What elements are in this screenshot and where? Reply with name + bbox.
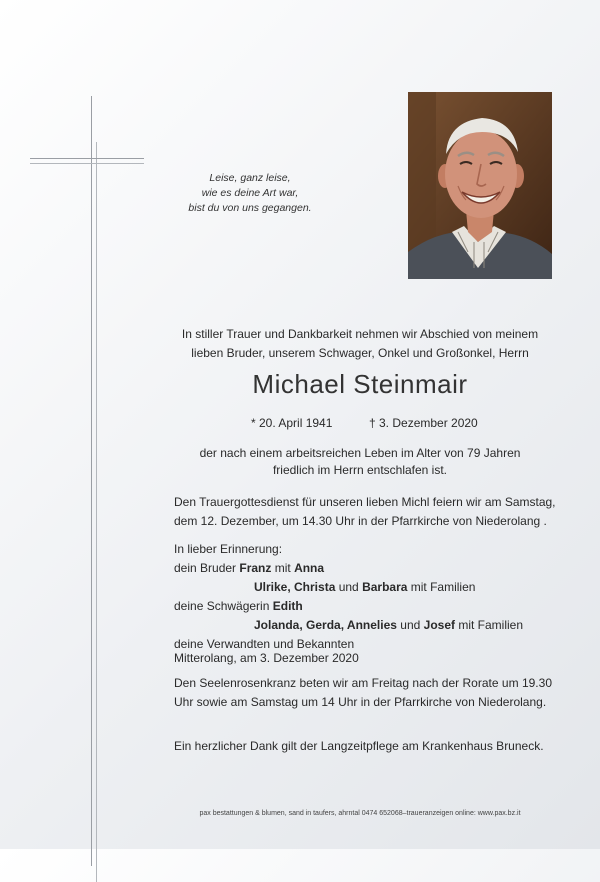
funeral-service-text xyxy=(174,493,560,531)
cross-vertical-line xyxy=(91,96,92,866)
passing-line: friedlich im Herrn entschlafen ist. xyxy=(272,463,448,477)
memory-text: mit Familien xyxy=(455,618,524,632)
cross-horizontal-line-offset xyxy=(30,163,144,164)
memory-line-relatives: deine Verwandten und Bekannten xyxy=(174,637,355,651)
service-line: dem 12. Dezember, um 14.30 Uhr in der Pfarrkirche von Niederolang . xyxy=(174,514,547,528)
rosary-text: Den Seelenrosenkranz beten wir am Freitag nach der Rorate um 19.30 Uhr sowie am Samstag um 14 Uhr in der Pfarrkirche von Niederolang. xyxy=(174,676,552,709)
portrait-image xyxy=(408,92,552,279)
cross-horizontal-line xyxy=(30,158,144,159)
thanks-text: Ein herzlicher Dank gilt der Langzeitpflege am Krankenhaus Bruneck. xyxy=(174,739,544,753)
death-date: † 3. Dezember 2020 xyxy=(369,416,478,430)
intro-line: lieben Bruder, unserem Schwager, Onkel und Großonkel, Herrn xyxy=(191,346,529,360)
passing-line: der nach einem arbeitsreichen Leben im Alter von 79 Jahren xyxy=(199,446,521,460)
birth-date: * 20. April 1941 xyxy=(251,416,333,430)
memory-name: Anna xyxy=(294,561,325,575)
memory-text: und xyxy=(335,580,363,594)
memory-name: Edith xyxy=(272,599,303,613)
verse-line: wie es deine Art war, xyxy=(201,187,299,199)
service-line: Den Trauergottesdienst für unseren lieben Michl feiern wir am Samstag, xyxy=(174,495,556,509)
verse-line: bist du von uns gegangen. xyxy=(188,202,312,214)
memorial-verse xyxy=(175,171,325,216)
memory-text: dein Bruder xyxy=(174,561,240,575)
deceased-name: Michael Steinmair xyxy=(252,369,468,399)
footer-imprint: pax bestattungen & blumen, sand in taufers, ahrntal 0474 652068–traueranzeigen online: www.pax.bz.it xyxy=(199,810,521,817)
memory-text: mit Familien xyxy=(407,580,476,594)
memory-text: mit xyxy=(271,561,295,575)
portrait-photo xyxy=(408,92,552,279)
memory-name: Ulrike, Christa xyxy=(254,580,336,594)
memory-text: und xyxy=(396,618,424,632)
memory-name: Barbara xyxy=(362,580,408,594)
family-memory-list xyxy=(174,540,560,654)
intro-text xyxy=(160,325,560,363)
memory-line-in-laws xyxy=(174,616,560,635)
cross-vertical-line-offset xyxy=(96,142,97,882)
memory-name: Josef xyxy=(423,618,455,632)
intro-line: In stiller Trauer und Dankbarkeit nehmen wir Abschied von meinem xyxy=(181,327,539,341)
memory-heading: In lieber Erinnerung: xyxy=(174,542,283,556)
verse-line: Leise, ganz leise, xyxy=(209,172,291,184)
memory-line-siblings xyxy=(174,578,560,597)
place-date: Mitterolang, am 3. Dezember 2020 xyxy=(174,651,359,665)
memory-line-sister-in-law xyxy=(174,597,560,616)
memory-line-brother xyxy=(174,559,560,578)
passing-text xyxy=(160,445,560,479)
memory-name: Franz xyxy=(239,561,272,575)
memory-name: Jolanda, Gerda, Annelies xyxy=(254,618,397,632)
memory-text: deine Schwägerin xyxy=(174,599,273,613)
